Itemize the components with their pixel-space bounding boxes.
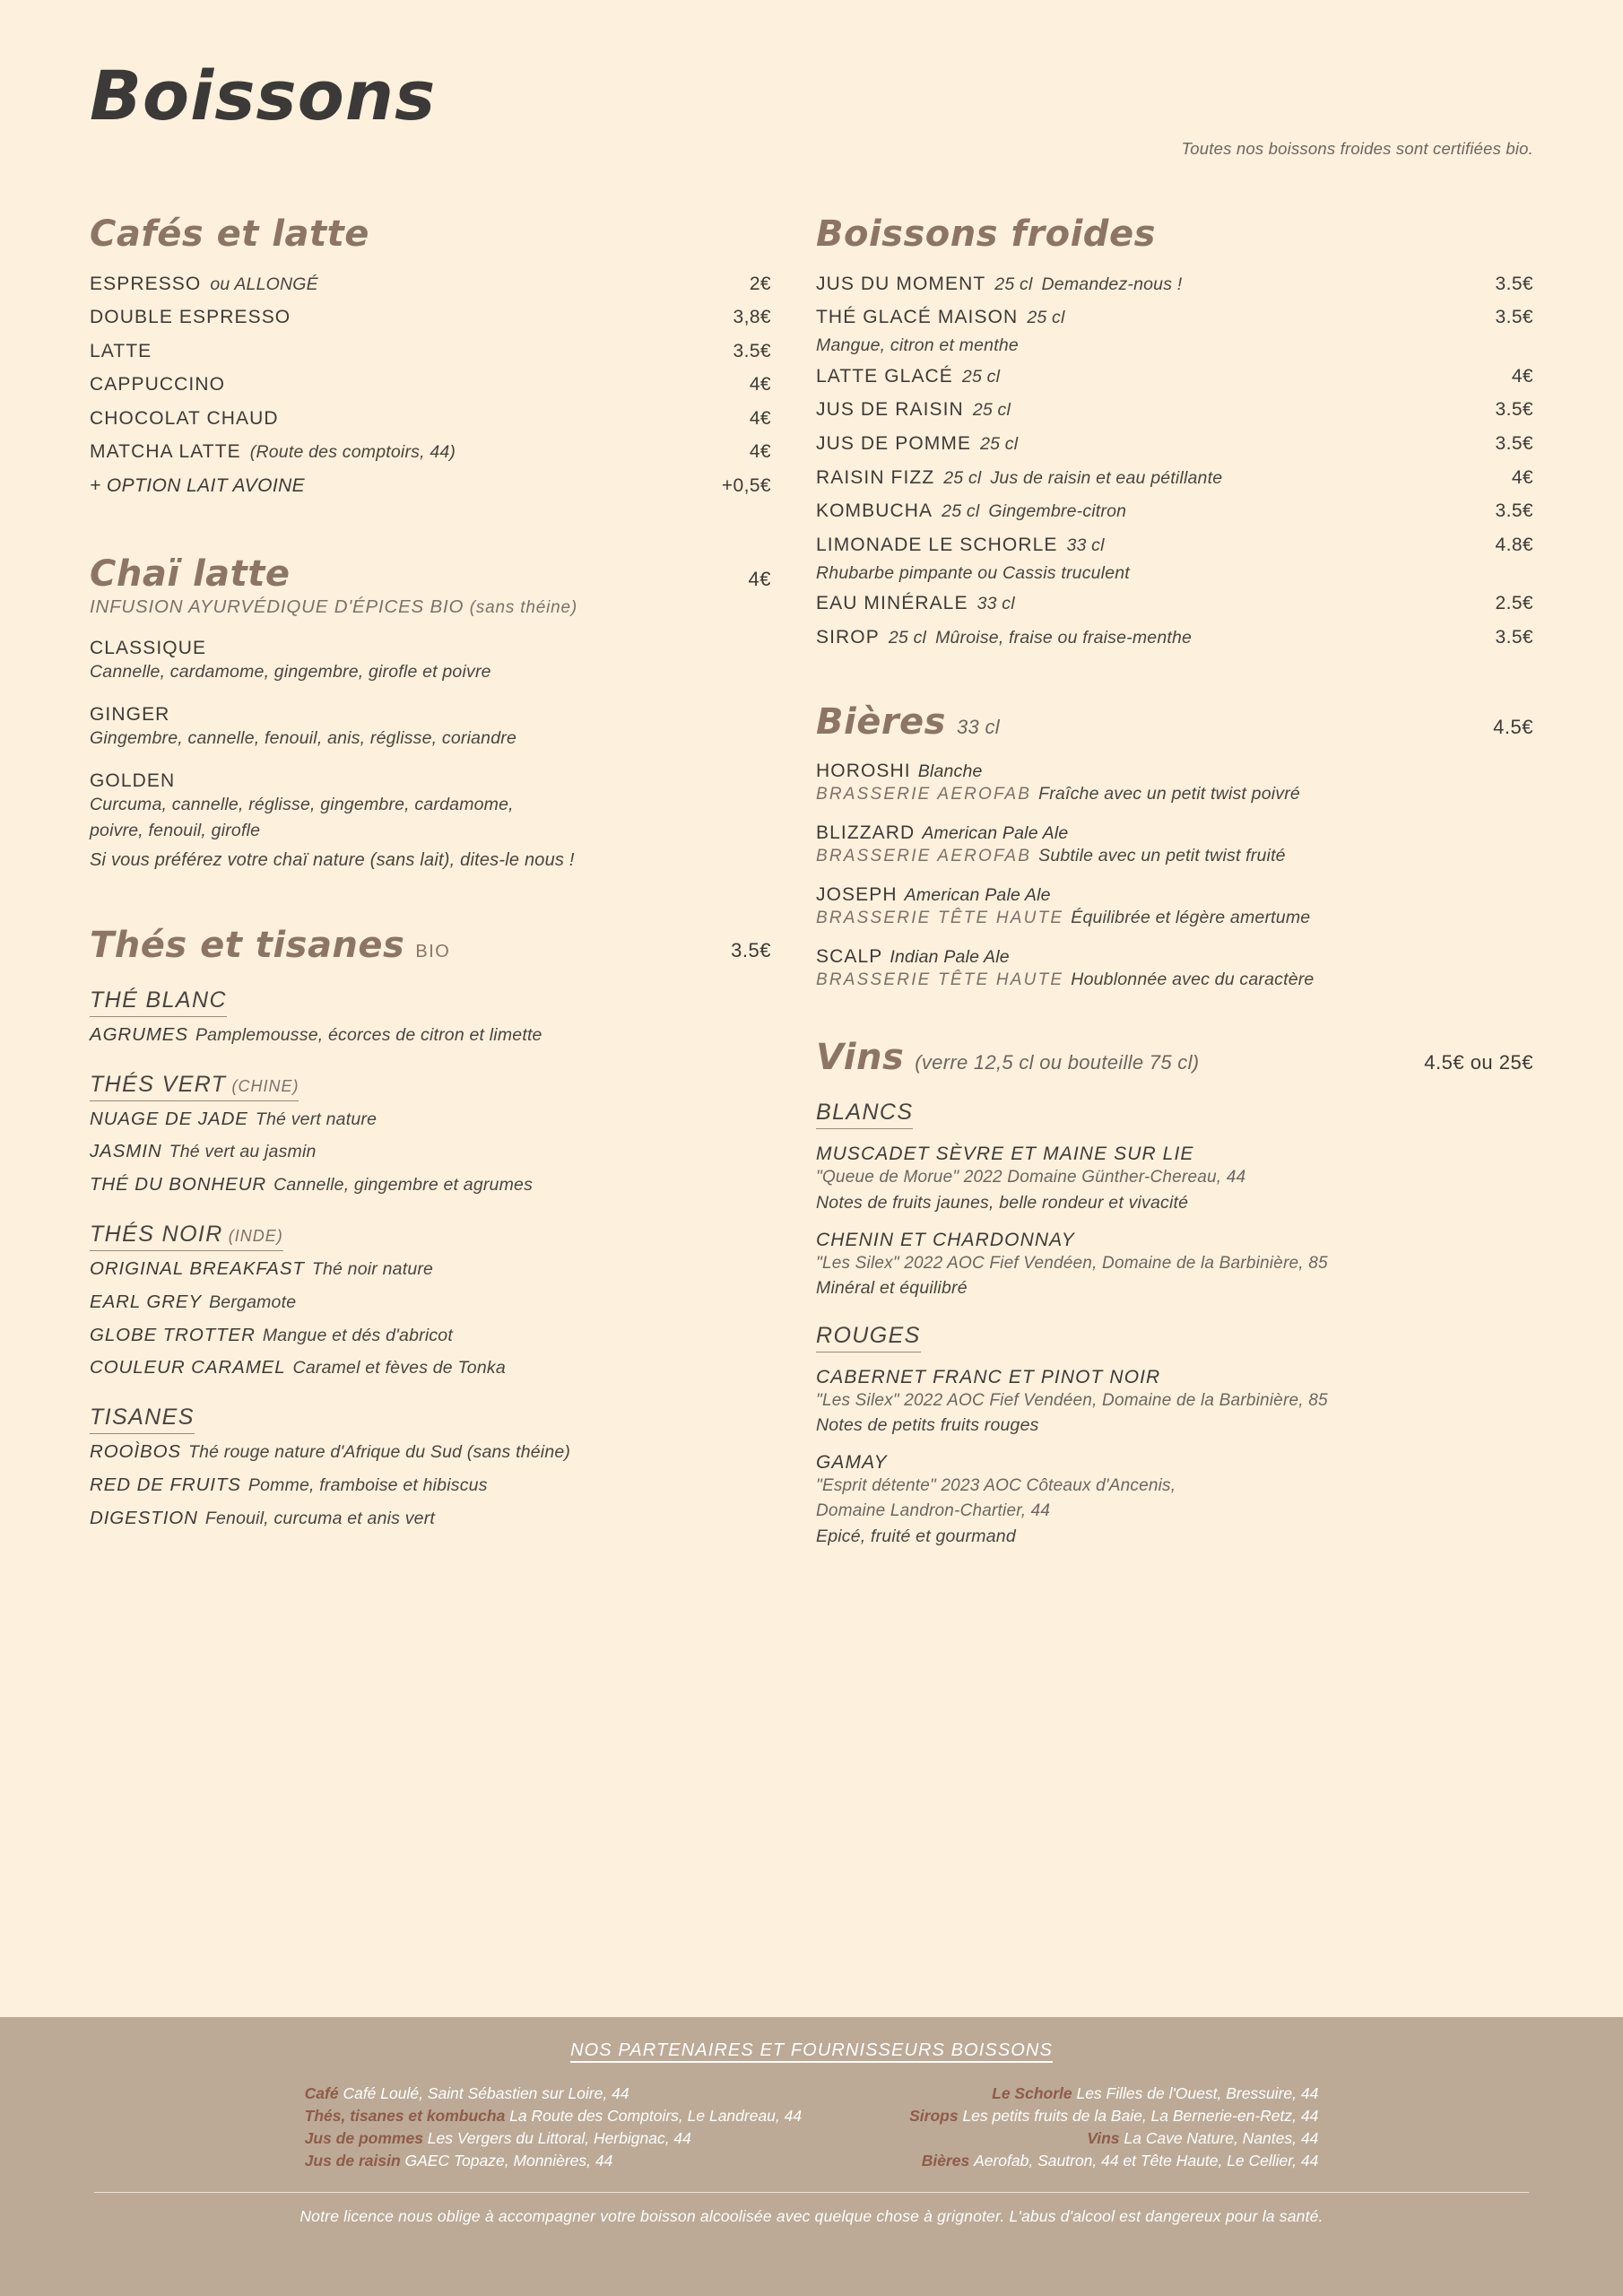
item-desc: Demandez-nous ! <box>1041 274 1183 294</box>
beer-brewery: BRASSERIE AEROFAB <box>816 847 1032 865</box>
wine-name: GAMAY <box>816 1452 888 1474</box>
wine-item <box>816 1452 1533 1548</box>
beer-item <box>816 946 1533 990</box>
froide-item <box>816 528 1533 586</box>
item-name: RAISIN FIZZ <box>816 466 935 488</box>
chai-item-desc: Curcuma, cannelle, réglisse, gingembre, cardamome, <box>90 795 514 815</box>
partner-value: La Route des Comptoirs, Le Landreau, 44 <box>509 2107 803 2125</box>
partner-line <box>305 2152 802 2170</box>
beer-brewery-line <box>816 908 1533 928</box>
item-volume: 25 cl <box>942 501 980 522</box>
item-price: +0,5€ <box>721 474 771 496</box>
bieres-price: 4.5€ <box>1493 716 1533 738</box>
froide-item <box>816 301 1533 359</box>
item-price: 2.5€ <box>1495 593 1533 614</box>
froide-item <box>816 587 1533 622</box>
partner-value: Les petits fruits de la Baie, La Bernerie-en-Retz, 44 <box>962 2107 1319 2125</box>
item-price: 3.5€ <box>1495 307 1533 328</box>
tea-row <box>90 1170 771 1200</box>
wine-name: MUSCADET SÈVRE ET MAINE SUR LIE <box>816 1144 1194 1164</box>
cafes-items <box>90 267 771 503</box>
footer <box>0 2017 1623 2296</box>
menu-row <box>90 369 771 403</box>
thes-bio-label: BIO <box>415 941 451 961</box>
section-thes <box>90 925 771 1534</box>
item-price: 3.5€ <box>1495 273 1533 294</box>
item-name: THÉ GLACÉ MAISON <box>816 307 1019 328</box>
item-name: MATCHA LATTE <box>90 441 241 463</box>
beer-style: American Pale Ale <box>922 823 1069 843</box>
tea-name: COULEUR CARAMEL <box>90 1357 286 1378</box>
section-heading-bieres <box>816 701 1533 743</box>
vins-price: 4.5€ ou 25€ <box>1424 1051 1533 1074</box>
partner-label: Thés, tisanes et kombucha <box>304 2107 510 2125</box>
menu-row <box>816 495 1533 529</box>
partner-line <box>909 2129 1318 2148</box>
partner-value: Les Filles de l'Ouest, Bressuire, 44 <box>1076 2084 1319 2102</box>
item-name: ESPRESSO <box>90 273 202 294</box>
tea-desc: Pamplemousse, écorces de citron et limette <box>195 1024 542 1045</box>
tea-group <box>90 1222 771 1383</box>
section-vins <box>816 1037 1533 1549</box>
tea-desc: Caramel et fèves de Tonka <box>292 1358 506 1378</box>
tea-group-name: THÉ BLANC <box>90 987 227 1013</box>
menu-row <box>90 402 771 436</box>
item-price: 3.5€ <box>1495 626 1533 648</box>
beer-brewery-line <box>816 970 1533 990</box>
chai-item <box>90 638 771 684</box>
beer-name-line <box>816 761 1533 782</box>
item-volume: 25 cl <box>994 274 1033 294</box>
partner-line <box>909 2084 1318 2103</box>
menu-row <box>90 301 771 335</box>
tea-group-label <box>90 1072 299 1101</box>
chai-item-desc: poivre, fenouil, girofle <box>90 820 261 840</box>
item-price: 4€ <box>749 374 771 396</box>
wine-tasting: Minéral et équilibré <box>816 1278 968 1299</box>
wine-name: CHENIN ET CHARDONNAY <box>816 1229 1075 1250</box>
item-name: JUS DE RAISIN <box>816 399 964 421</box>
menu-row <box>816 360 1533 394</box>
item-volume: 25 cl <box>972 400 1011 421</box>
tea-group <box>90 1072 771 1200</box>
wine-tasting: Notes de fruits jaunes, belle rondeur et vivacité <box>816 1192 1189 1213</box>
wine-origin: "Queue de Morue" 2022 Domaine Günther-Chereau, 44 <box>816 1168 1246 1187</box>
beer-brewery-line <box>816 784 1533 804</box>
item-volume: 25 cl <box>961 366 1001 387</box>
partner-line <box>909 2107 1318 2126</box>
footer-title: NOS PARTENAIRES ET FOURNISSEURS BOISSONS <box>570 2040 1053 2060</box>
tea-desc: Thé vert nature <box>255 1109 378 1129</box>
partner-line <box>305 2084 802 2103</box>
menu-row <box>90 436 771 470</box>
tea-row <box>90 1438 771 1467</box>
tea-row <box>90 1105 771 1135</box>
beer-item <box>816 761 1533 804</box>
item-price: 3.5€ <box>1495 432 1533 454</box>
partner-label: Vins <box>1087 2129 1124 2147</box>
section-heading-cafes <box>90 213 771 255</box>
beer-name: JOSEPH <box>816 884 898 905</box>
menu-row <box>816 587 1533 622</box>
wine-item <box>816 1144 1533 1215</box>
item-volume: 25 cl <box>1027 308 1065 328</box>
footer-partners-left <box>305 2081 802 2174</box>
item-name: LIMONADE LE SCHORLE <box>816 534 1058 555</box>
tea-group-origin: (INDE) <box>222 1227 283 1246</box>
partner-value: Café Loulé, Saint Sébastien sur Loire, 44 <box>343 2084 629 2102</box>
tea-row <box>90 1353 771 1383</box>
menu-row <box>816 301 1533 335</box>
chai-subtitle-note: (sans théine) <box>469 597 577 617</box>
beer-desc: Houblonnée avec du caractère <box>1071 970 1315 989</box>
tea-row <box>90 1288 771 1318</box>
item-price: 4€ <box>1511 365 1533 387</box>
item-desc: Jus de raisin et eau pétillante <box>990 467 1223 488</box>
section-heading-thes <box>90 925 771 966</box>
item-name: CHOCOLAT CHAUD <box>90 407 279 429</box>
menu-row <box>816 394 1533 428</box>
tea-name: ORIGINAL BREAKFAST <box>90 1258 305 1280</box>
tea-name: EARL GREY <box>90 1291 203 1312</box>
item-subdesc: Mangue, citron et menthe <box>816 335 1019 356</box>
tea-row <box>90 1137 771 1167</box>
item-price: 4€ <box>1511 466 1533 488</box>
chai-item-desc: Cannelle, cardamome, gingembre, girofle et poivre <box>90 661 491 682</box>
left-column <box>90 213 771 1534</box>
tea-row <box>90 1321 771 1351</box>
chai-subtitle-main: INFUSION AYURVÉDIQUE D'ÉPICES BIO <box>90 596 464 617</box>
wine-origin: "Les Silex" 2022 AOC Fief Vendéen, Domaine de la Barbinière, 85 <box>816 1253 1328 1273</box>
item-volume: 33 cl <box>1066 535 1105 555</box>
partner-value: GAEC Topaze, Monnières, 44 <box>404 2152 613 2170</box>
section-bieres <box>816 701 1533 990</box>
item-desc: Gingembre-citron <box>988 501 1127 522</box>
chai-note: Si vous préférez votre chaï nature (sans lait), dites-le nous ! <box>90 849 575 870</box>
beer-desc: Équilibrée et légère amertume <box>1071 908 1311 927</box>
partner-value: Aerofab, Sautron, 44 et Tête Haute, Le Cellier, 44 <box>974 2152 1319 2170</box>
chai-price: 4€ <box>748 567 771 590</box>
froide-item <box>816 360 1533 394</box>
wine-group-label: ROUGES <box>816 1323 921 1352</box>
froide-item <box>816 394 1533 428</box>
item-price: 3,8€ <box>733 307 771 328</box>
item-price: 3.5€ <box>733 340 771 361</box>
thes-groups <box>90 987 771 1534</box>
tea-desc: Mangue et dés d'abricot <box>262 1325 453 1345</box>
froide-item <box>816 267 1533 301</box>
tea-row <box>90 1255 771 1284</box>
item-volume: 33 cl <box>976 594 1015 614</box>
froide-item <box>816 427 1533 461</box>
beer-style: Indian Pale Ale <box>890 947 1010 967</box>
partner-line <box>305 2129 802 2148</box>
partner-label: Jus de raisin <box>304 2152 405 2170</box>
froide-item <box>816 461 1533 495</box>
menu-row <box>816 621 1533 655</box>
section-heading-vins <box>816 1037 1533 1078</box>
item-volume: 25 cl <box>943 467 982 488</box>
beer-item <box>816 822 1533 866</box>
beer-name: SCALP <box>816 946 883 967</box>
menu-row <box>90 267 771 301</box>
item-price: 4.8€ <box>1495 534 1533 555</box>
partner-value: Les Vergers du Littoral, Herbignac, 44 <box>427 2129 691 2147</box>
partner-label: Bières <box>921 2152 975 2170</box>
menu-row <box>90 335 771 369</box>
chai-item <box>90 770 771 843</box>
item-name: DOUBLE ESPRESSO <box>90 307 291 328</box>
wine-group-label: BLANCS <box>816 1100 913 1129</box>
wine-origin: Domaine Landron-Chartier, 44 <box>816 1500 1051 1520</box>
section-title: Bières <box>816 701 946 743</box>
item-price: 4€ <box>749 407 771 429</box>
header-note: Toutes nos boissons froides sont certifiées bio. <box>1181 139 1533 158</box>
wine-item <box>816 1230 1533 1301</box>
right-column <box>816 213 1533 1549</box>
tea-group <box>90 987 771 1050</box>
tea-group-label <box>90 987 227 1017</box>
wine-origin: "Esprit détente" 2023 AOC Côteaux d'Ancenis, <box>816 1476 1176 1496</box>
item-price: 3.5€ <box>1495 500 1533 522</box>
tea-group-name: THÉS VERT <box>90 1071 227 1097</box>
item-volume: 25 cl <box>980 433 1019 454</box>
section-title: Thés et tisanes <box>90 924 405 966</box>
footer-partners-right <box>909 2081 1318 2174</box>
tea-name: JASMIN <box>90 1141 162 1162</box>
froides-items <box>816 267 1533 655</box>
tea-group-name: TISANES <box>90 1405 195 1431</box>
footer-partners <box>0 2081 1623 2174</box>
tea-row <box>90 1504 771 1534</box>
beer-name-line <box>816 884 1533 906</box>
footer-divider <box>94 2192 1529 2193</box>
froide-item <box>816 621 1533 655</box>
beer-desc: Fraîche avec un petit twist poivré <box>1038 784 1300 804</box>
tea-name: ROOÌBOS <box>90 1441 181 1463</box>
item-subdesc: Rhubarbe pimpante ou Cassis truculent <box>816 562 1130 583</box>
item-price: 3.5€ <box>1495 399 1533 421</box>
item-name: SIROP <box>816 626 880 648</box>
beer-desc: Subtile avec un petit twist fruité <box>1038 846 1286 865</box>
tea-desc: Thé vert au jasmin <box>169 1142 317 1162</box>
chai-item-name: CLASSIQUE <box>90 637 207 658</box>
item-name: LATTE GLACÉ <box>816 365 953 387</box>
beer-brewery: BRASSERIE TÊTE HAUTE <box>816 970 1064 989</box>
menu-row <box>816 427 1533 461</box>
wine-tasting: Epicé, fruité et gourmand <box>816 1526 1016 1546</box>
chai-item-name: GINGER <box>90 704 170 726</box>
chai-subtitle <box>90 596 771 618</box>
tea-group <box>90 1405 771 1533</box>
beer-name-line <box>816 946 1533 968</box>
tea-desc: Pomme, framboise et hibiscus <box>247 1475 488 1496</box>
tea-name: DIGESTION <box>90 1507 198 1528</box>
item-name: JUS DU MOMENT <box>816 273 986 294</box>
partner-value: La Cave Nature, Nantes, 44 <box>1124 2129 1319 2147</box>
partner-label: Le Schorle <box>992 2084 1077 2102</box>
vins-format: (verre 12,5 cl ou bouteille 75 cl) <box>915 1051 1200 1074</box>
partner-label: Café <box>304 2084 343 2102</box>
partner-line <box>909 2152 1318 2170</box>
item-price: 2€ <box>749 273 771 294</box>
partner-line <box>305 2107 802 2126</box>
menu-row <box>90 469 771 503</box>
section-title: Boissons froides <box>816 213 1156 255</box>
bieres-volume: 33 cl <box>957 716 1000 738</box>
beer-style: American Pale Ale <box>904 885 1051 905</box>
froide-item <box>816 495 1533 529</box>
item-volume: 25 cl <box>888 627 927 648</box>
tea-row <box>90 1471 771 1500</box>
chai-item-desc: Gingembre, cannelle, fenouil, anis, réglisse, coriandre <box>90 728 517 749</box>
tea-desc: Bergamote <box>209 1292 297 1312</box>
beer-item <box>816 884 1533 928</box>
menu-row <box>816 461 1533 495</box>
tea-desc: Thé rouge nature d'Afrique du Sud (sans théine) <box>187 1442 571 1463</box>
tea-name: AGRUMES <box>90 1023 188 1045</box>
section-title: Cafés et latte <box>90 213 369 255</box>
tea-desc: Thé noir nature <box>311 1259 434 1280</box>
tea-group-origin: (CHINE) <box>226 1076 299 1095</box>
tea-name: GLOBE TROTTER <box>90 1324 256 1345</box>
section-chai <box>90 553 771 871</box>
wine-name: CABERNET FRANC ET PINOT NOIR <box>816 1366 1161 1387</box>
chai-item <box>90 704 771 751</box>
tea-row <box>90 1021 771 1050</box>
section-title: Vins <box>816 1037 905 1078</box>
item-price: 4€ <box>749 441 771 463</box>
beer-name-line <box>816 822 1533 844</box>
beer-name: HOROSHI <box>816 761 911 781</box>
vins-groups <box>816 1078 1533 1549</box>
bieres-items <box>816 761 1533 990</box>
item-name: LATTE <box>90 340 152 361</box>
chai-items <box>90 638 771 843</box>
beer-style: Blanche <box>917 761 983 781</box>
item-name: EAU MINÉRALE <box>816 593 968 614</box>
footer-legal: Notre licence nous oblige à accompagner votre boisson alcoolisée avec quelque chose à grignoter. L'abus d'alcool est dangereux pour la santé. <box>299 2207 1324 2225</box>
tea-desc: Fenouil, curcuma et anis vert <box>204 1508 436 1528</box>
item-desc: (Route des comptoirs, 44) <box>249 442 456 463</box>
item-name: KOMBUCHA <box>816 500 933 522</box>
section-heading-froides <box>816 213 1533 255</box>
tea-group-label <box>90 1405 195 1434</box>
section-froides <box>816 213 1533 655</box>
item-name: + OPTION LAIT AVOINE <box>90 474 306 496</box>
beer-brewery: BRASSERIE TÊTE HAUTE <box>816 909 1064 927</box>
wine-tasting: Notes de petits fruits rouges <box>816 1415 1039 1436</box>
partner-label: Jus de pommes <box>304 2129 428 2147</box>
tea-name: THÉ DU BONHEUR <box>90 1174 267 1196</box>
wine-origin: "Les Silex" 2022 AOC Fief Vendéen, Domaine de la Barbinière, 85 <box>816 1390 1328 1410</box>
tea-group-label <box>90 1222 283 1251</box>
section-cafes <box>90 213 771 503</box>
chai-item-name: GOLDEN <box>90 770 176 792</box>
tea-group-name: THÉS NOIR <box>90 1222 223 1248</box>
menu-row <box>816 267 1533 301</box>
beer-name: BLIZZARD <box>816 822 916 843</box>
tea-desc: Cannelle, gingembre et agrumes <box>273 1175 534 1196</box>
item-name: JUS DE POMME <box>816 432 972 454</box>
beer-brewery: BRASSERIE AEROFAB <box>816 785 1032 804</box>
beer-brewery-line <box>816 846 1533 866</box>
section-title: Chaï latte <box>90 552 291 595</box>
page-title: Boissons <box>90 56 437 135</box>
partner-label: Sirops <box>909 2107 963 2125</box>
section-heading-chai <box>90 553 771 595</box>
tea-name: NUAGE DE JADE <box>90 1108 248 1129</box>
menu-row <box>816 528 1533 562</box>
item-desc: Mûroise, fraise ou fraise-menthe <box>935 627 1193 648</box>
tea-name: RED DE FRUITS <box>90 1474 241 1496</box>
thes-price: 3.5€ <box>731 938 771 961</box>
item-name: CAPPUCCINO <box>90 374 226 396</box>
wine-item <box>816 1367 1533 1439</box>
item-desc: ou ALLONGÉ <box>210 274 318 294</box>
